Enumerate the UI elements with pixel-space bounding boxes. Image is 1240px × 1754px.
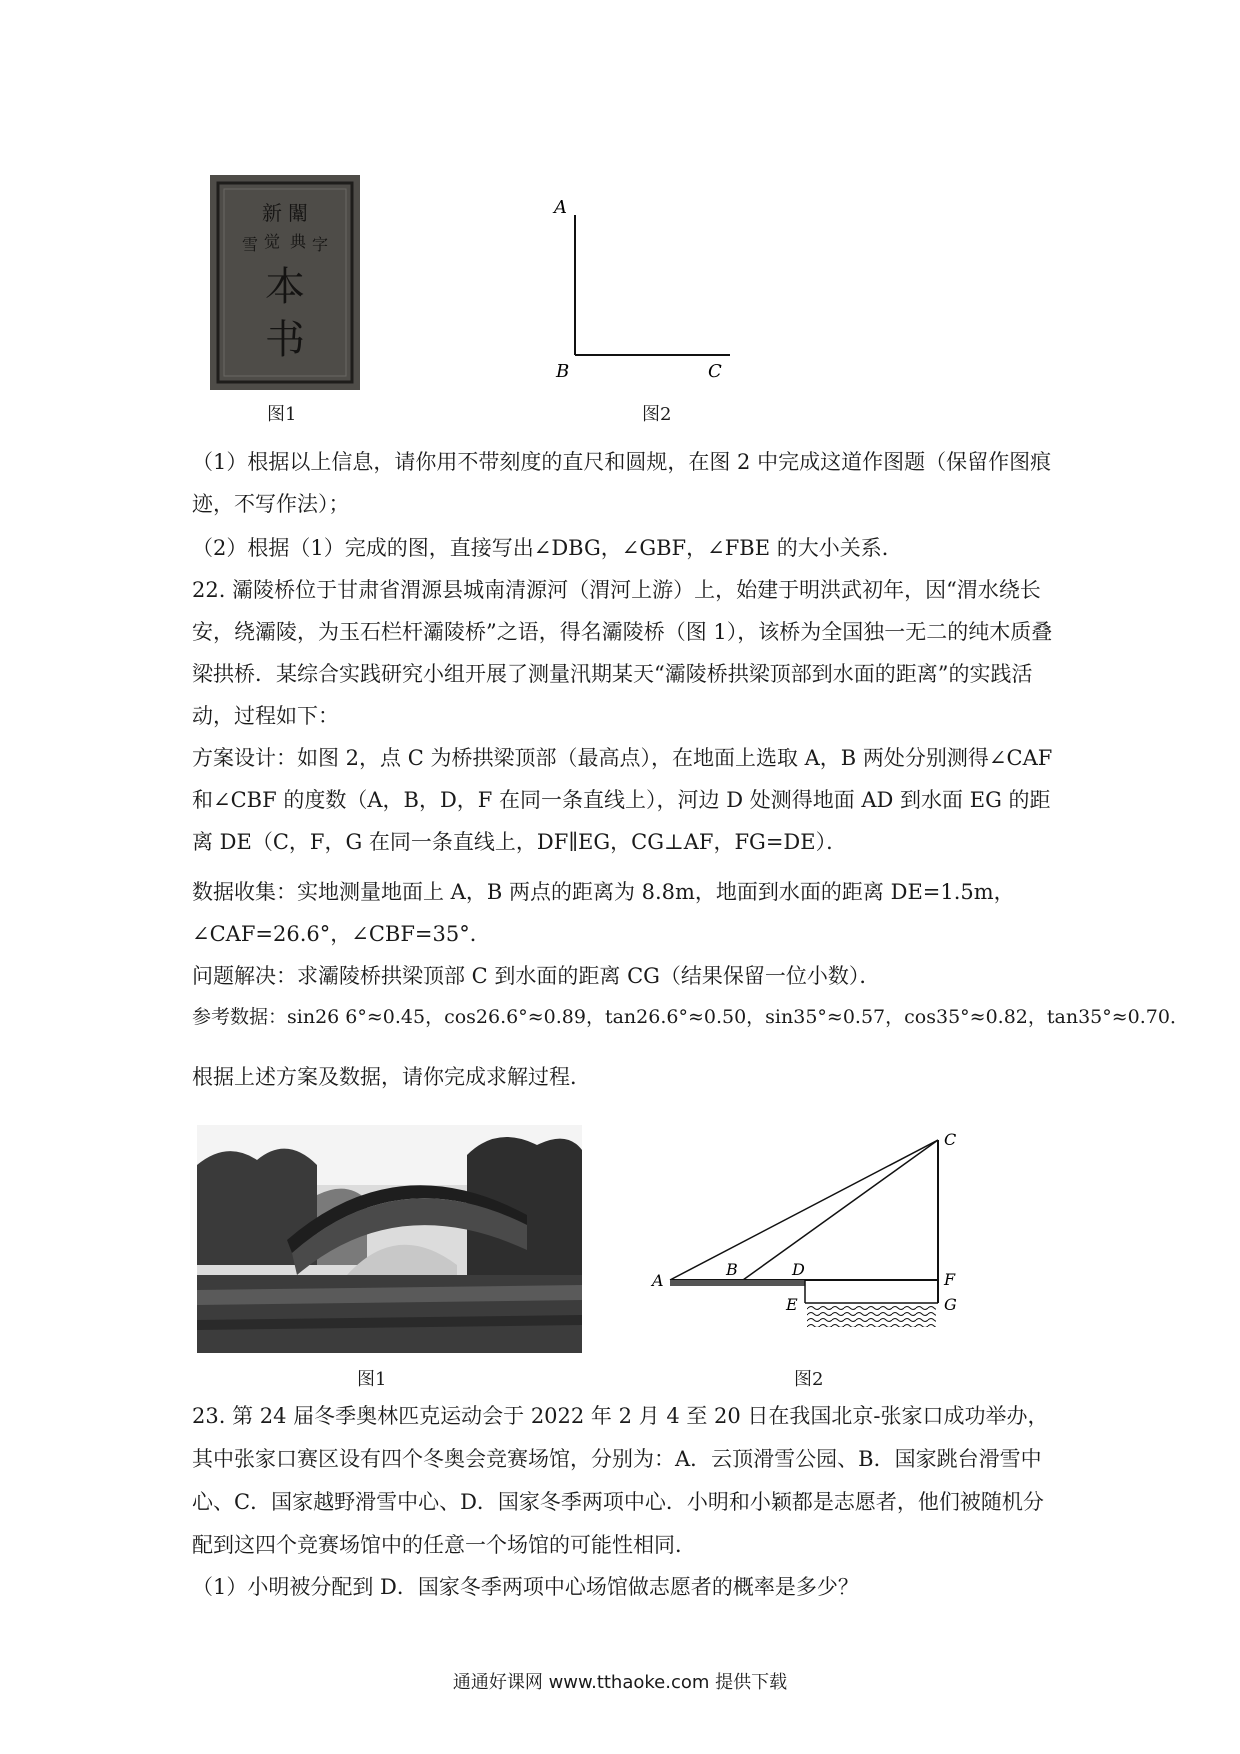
- q23-part-1: （1）小明被分配到 D．国家冬季两项中心场馆做志愿者的概率是多少？: [192, 1575, 859, 1599]
- cover-glyph: 典: [289, 232, 307, 251]
- point-d-label: D: [792, 1260, 805, 1279]
- book-cover-image: [210, 175, 360, 390]
- cover-glyph: 雪: [241, 235, 259, 254]
- figure-2-geometry-diagram: [640, 1125, 960, 1340]
- q21-part-2: （2）根据（1）完成的图，直接写出∠DBG，∠GBF，∠FBE 的大小关系．: [192, 536, 903, 560]
- point-c-label: C: [708, 361, 722, 382]
- bridge-photo-caption: 图1: [357, 1369, 387, 1390]
- q22-data-1: 数据收集：实地测量地面上 A，B 两点的距离为 8.8m，地面到水面的距离 DE=1.5m，: [192, 880, 1015, 904]
- q22-instruction: 根据上述方案及数据，请你完成求解过程．: [192, 1065, 591, 1089]
- ground-hatch: [670, 1280, 805, 1286]
- q22-data-2: ∠CAF=26.6°，∠CBF=35°．: [192, 922, 491, 946]
- q23-intro: 23. 第 24 届冬季奥林匹克运动会于 2022 年 2 月 4 至 20 日在我国北京-张家口成功举办，其中张家口赛区设有四个冬奥会竞赛场馆，分别为：A．云顶滑雪公园、B．国家跳台滑雪中心、C．国家越野滑雪中心、D．国家冬季两项中心．小明和小颖都是志愿者，他们被随机分配到这四个竞赛场馆中的任意一个场馆的可能性相同．: [192, 1404, 1049, 1557]
- segment-bc: [743, 1140, 938, 1280]
- q22-intro: 22. 灞陵桥位于甘肃省渭源县城南清源河（渭河上游）上，始建于明洪武初年，因“渭水绕长安，绕灞陵，为玉石栏杆灞陵桥”之语，得名灞陵桥（图 1），该桥为全国独一无二的纯木质叠梁拱桥．某综合实践研究小组开展了测量汛期某天“灞陵桥拱梁顶部到水面的距离”的实践活动，过程如下：: [192, 578, 1053, 728]
- segment-ac: [670, 1140, 938, 1280]
- point-a-label: A: [554, 197, 567, 218]
- cover-glyph: 本: [265, 264, 305, 310]
- cover-glyph: 新: [262, 201, 282, 225]
- cover-glyph: 书: [265, 317, 305, 363]
- point-b-label: B: [726, 1260, 738, 1279]
- point-g-label: G: [944, 1295, 957, 1314]
- cover-glyph: 闈: [288, 201, 308, 225]
- point-c-label: C: [944, 1130, 957, 1149]
- cover-glyph: 字: [311, 235, 329, 254]
- q22-problem: 问题解决：求灞陵桥拱梁顶部 C 到水面的距离 CG（结果保留一位小数）．: [192, 964, 881, 988]
- q22-reference-data: 参考数据：sin26 6°≈0.45，cos26.6°≈0.89，tan26.6°≈0.50，sin35°≈0.57，cos35°≈0.82，tan35°≈0.70．: [192, 1006, 1189, 1028]
- point-e-label: E: [786, 1295, 798, 1314]
- point-b-label: B: [556, 361, 570, 382]
- water-surface: [807, 1305, 936, 1327]
- geometry-diagram-caption: 图2: [794, 1369, 824, 1390]
- q22-design: 方案设计：如图 2，点 C 为桥拱梁顶部（最高点），在地面上选取 A，B 两处分别测得∠CAF 和∠CBF 的度数（A，B，D，F 在同一条直线上），河边 D 处测得地面 AD 到水面 EG 的距离 DE（C，F，G 在同一条直线上，DF∥EG，CG⊥AF，FG=DE）．: [192, 746, 1053, 854]
- figure-2-caption: 图2: [642, 404, 672, 425]
- figure-1-bridge-photo: [197, 1125, 582, 1353]
- q21-part-1: （1）根据以上信息，请你用不带刻度的直尺和圆规，在图 2 中完成这道作图题（保留作图痕迹，不写作法）；: [192, 450, 1052, 516]
- bridge-photo-image: [197, 1125, 582, 1353]
- figure-1-caption: 图1: [267, 404, 297, 425]
- point-a-label: A: [652, 1271, 664, 1290]
- footer-source: 通通好课网 www.tthaoke.com 提供下载: [452, 1672, 788, 1693]
- cover-glyph: 觉: [263, 232, 281, 251]
- figure-1-book-cover: [210, 175, 360, 390]
- point-f-label: F: [944, 1270, 956, 1289]
- figure-2-right-angle: [550, 195, 750, 385]
